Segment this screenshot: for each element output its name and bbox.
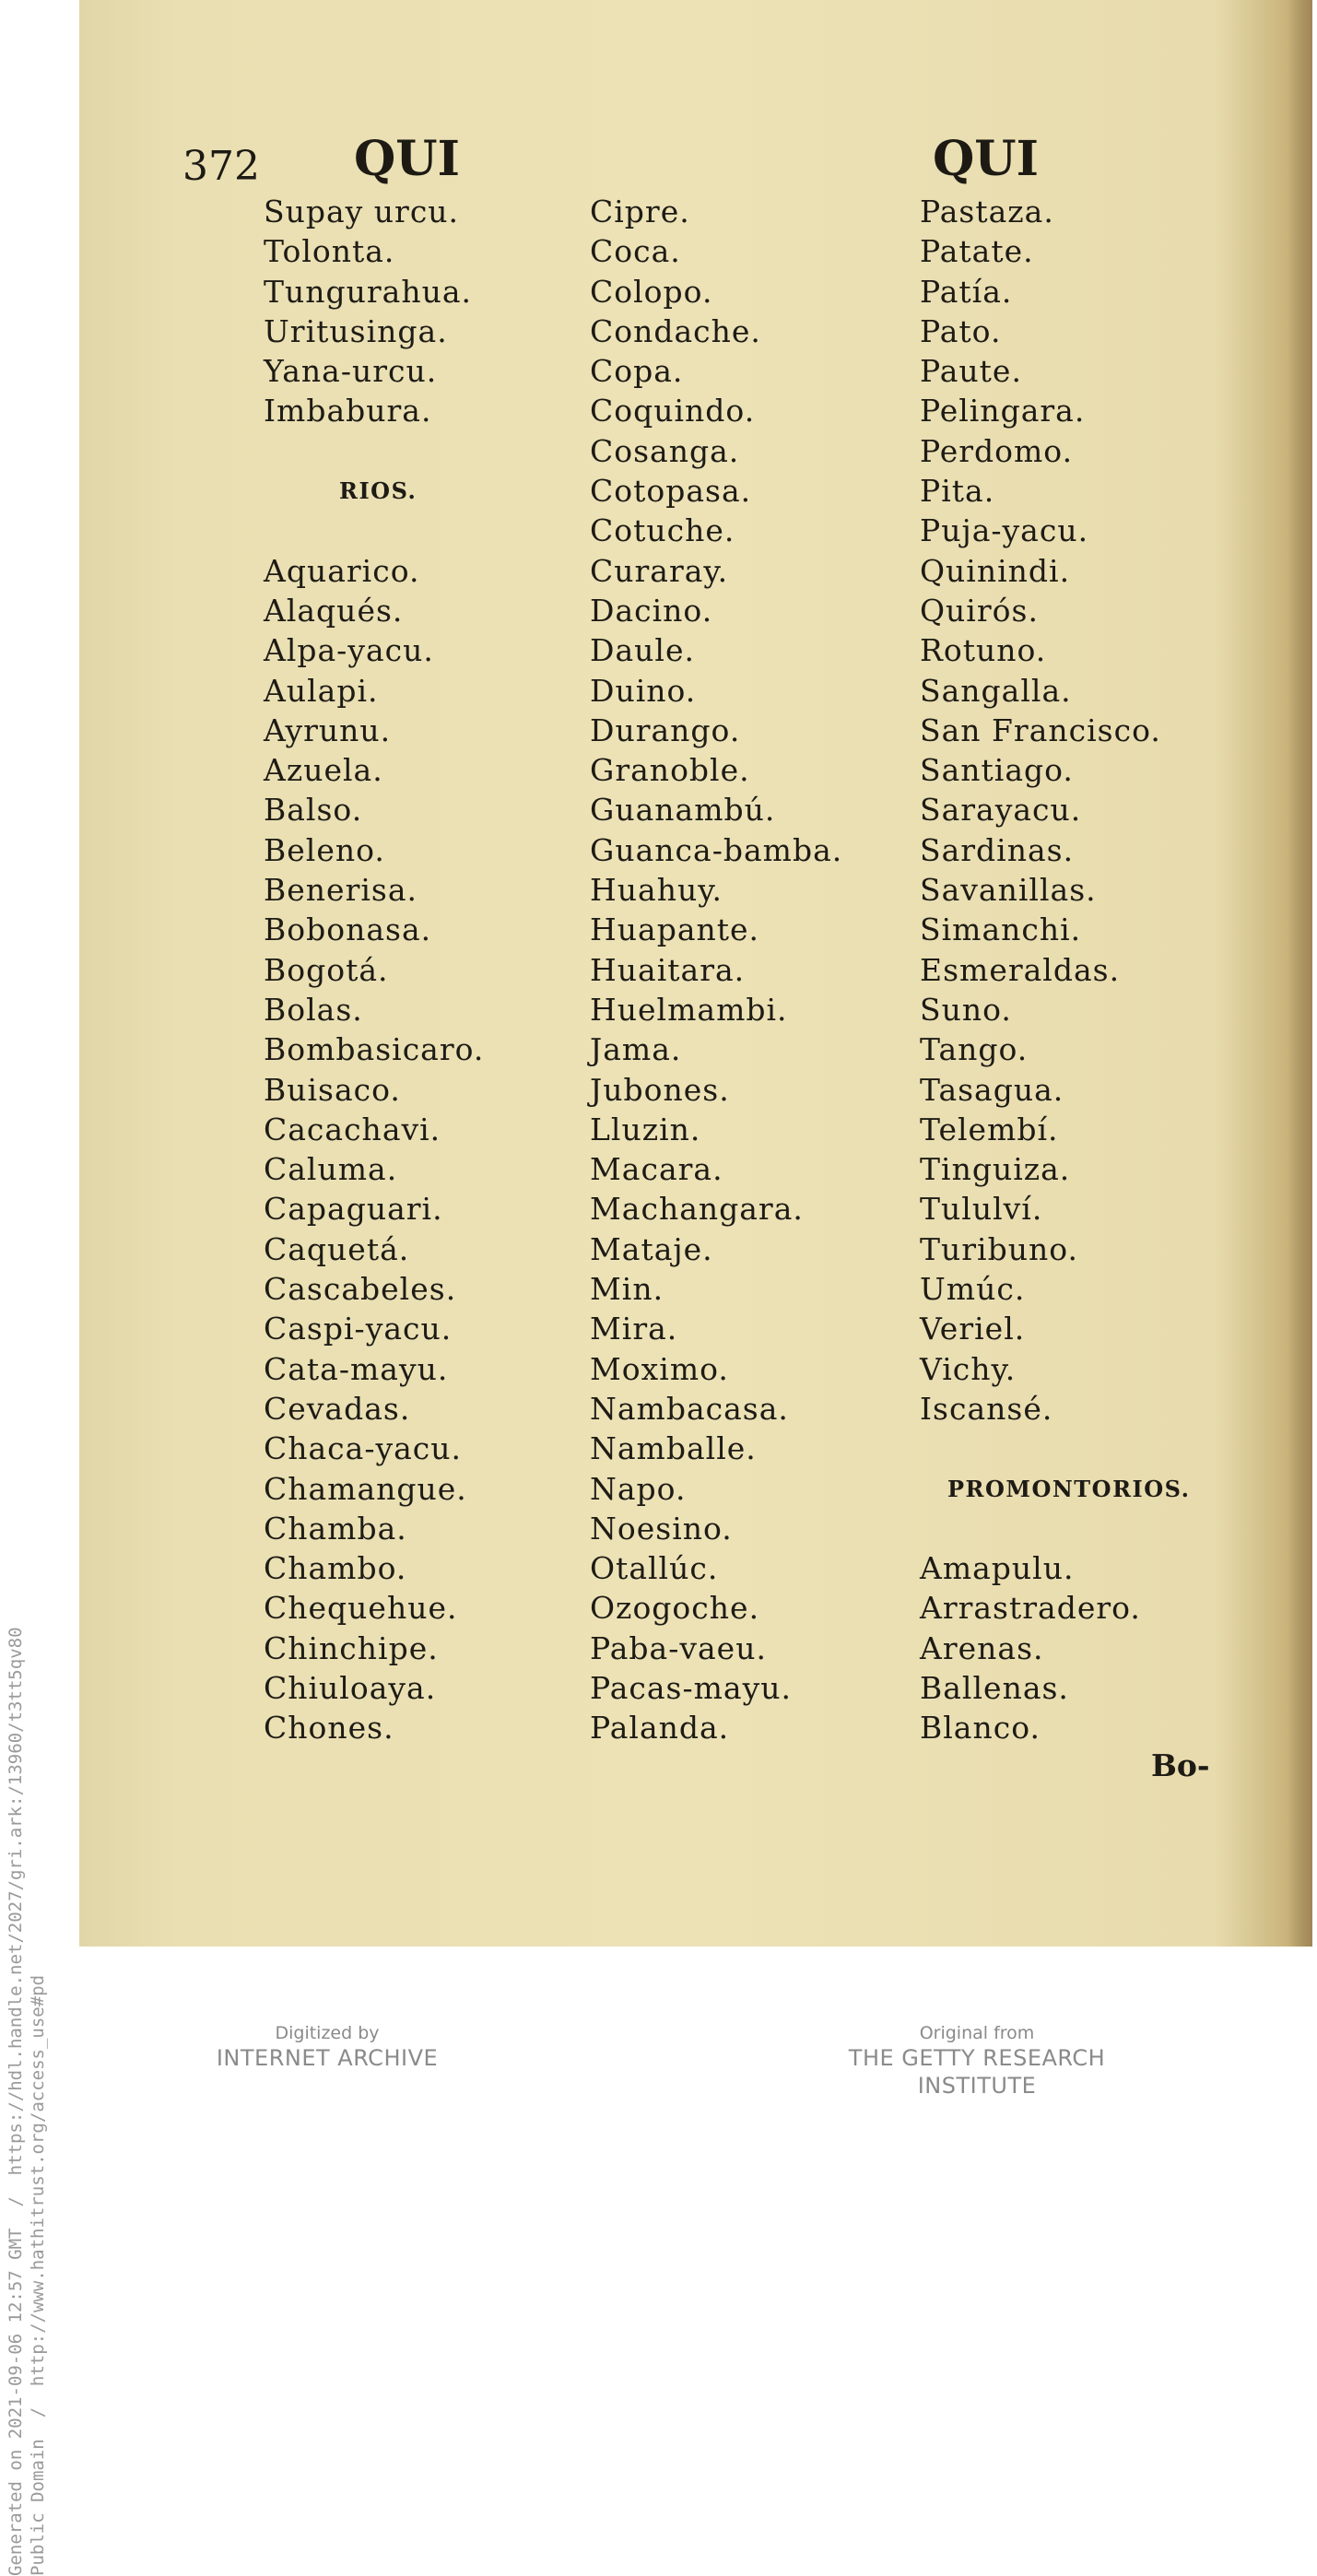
place-name: Cipre. bbox=[590, 194, 690, 229]
place-name: Vichy. bbox=[920, 1350, 1017, 1387]
place-name: Sangalla. bbox=[920, 672, 1072, 709]
place-name: Napo. bbox=[590, 1470, 687, 1507]
place-name: Jubones. bbox=[590, 1071, 730, 1108]
section-heading: RIOS. bbox=[339, 477, 417, 505]
place-name: Huahuy. bbox=[590, 872, 723, 909]
place-name: Chambo. bbox=[264, 1550, 407, 1587]
running-head-right: QUI bbox=[933, 131, 1039, 187]
place-name: Cevadas. bbox=[264, 1390, 411, 1427]
place-name: Chones. bbox=[264, 1710, 394, 1747]
place-name: Tungurahua. bbox=[264, 273, 473, 310]
getty-institute-label: THE GETTY RESEARCH INSTITUTE bbox=[848, 2045, 1106, 2099]
page-edge-shadow bbox=[1287, 0, 1312, 1947]
running-head-left: QUI bbox=[354, 131, 460, 187]
place-name: Umúc. bbox=[920, 1271, 1026, 1308]
place-name: Alaqués. bbox=[264, 592, 404, 629]
place-name: Bombasicaro. bbox=[264, 1031, 485, 1068]
place-name: Patía. bbox=[920, 273, 1013, 310]
blank-line bbox=[920, 1509, 1190, 1548]
place-name: Ballenas. bbox=[920, 1669, 1069, 1706]
place-name: Perdomo. bbox=[920, 432, 1074, 469]
place-name: Chequehue. bbox=[264, 1590, 458, 1627]
place-name: Chamba. bbox=[264, 1510, 407, 1547]
place-name: Imbabura. bbox=[264, 393, 432, 429]
place-name: Alpa-yacu. bbox=[264, 632, 434, 669]
place-name: Tinguiza. bbox=[920, 1151, 1071, 1188]
place-name: Azuela. bbox=[264, 752, 383, 789]
place-name: Amapulu. bbox=[920, 1550, 1075, 1587]
place-name: Sarayacu. bbox=[920, 792, 1082, 829]
place-name: Noesino. bbox=[590, 1510, 733, 1547]
place-name: Uritusinga. bbox=[264, 312, 448, 349]
place-name: Beleno. bbox=[264, 831, 385, 868]
place-name: Paba-vaeu. bbox=[590, 1629, 767, 1666]
place-name: Pacas-mayu. bbox=[590, 1669, 792, 1706]
place-name: Nambacasa. bbox=[590, 1390, 789, 1427]
place-name: Mira. bbox=[590, 1311, 678, 1347]
place-name: Pastaza. bbox=[920, 194, 1054, 229]
place-name: Simanchi. bbox=[920, 912, 1082, 948]
place-name: Sardinas. bbox=[920, 831, 1075, 868]
blank-line bbox=[920, 1429, 1190, 1468]
blank-line bbox=[264, 511, 484, 550]
place-name: Condache. bbox=[590, 312, 761, 349]
stamp-line-generated: Generated on 2021-09-06 12:57 GMT / https://hdl.handle.net/2027/gri.ark:/13960/t3tt5qv80 bbox=[6, 1627, 26, 2576]
place-name: Pato. bbox=[920, 312, 1002, 349]
catchword: Bo- bbox=[1151, 1747, 1210, 1783]
stamp-line-rights: Public Domain / http://www.hathitrust.org/access_use#pd bbox=[28, 1974, 48, 2576]
place-name: Aquarico. bbox=[264, 552, 420, 589]
place-name: Yana-urcu. bbox=[264, 353, 438, 390]
place-name: Chiuloaya. bbox=[264, 1669, 437, 1706]
place-name: Benerisa. bbox=[264, 872, 417, 909]
place-name: Macara. bbox=[590, 1151, 723, 1188]
place-name: Turibuno. bbox=[920, 1230, 1079, 1267]
place-name: Palanda. bbox=[590, 1710, 730, 1747]
place-name: Bolas. bbox=[264, 991, 363, 1028]
place-name: Balso. bbox=[264, 792, 363, 829]
digitized-by-credit bbox=[184, 2022, 470, 2072]
place-name: Otallúc. bbox=[590, 1550, 719, 1587]
place-name: Granoble. bbox=[590, 752, 750, 789]
place-name: Quinindi. bbox=[920, 552, 1071, 589]
page-number: 372 bbox=[182, 143, 260, 190]
original-from-credit bbox=[793, 2022, 1161, 2100]
place-name: Cotuche. bbox=[590, 512, 735, 549]
place-name: Bogotá. bbox=[264, 951, 389, 988]
place-name: Chamangue. bbox=[264, 1470, 467, 1507]
internet-archive-label: INTERNET ARCHIVE bbox=[216, 2045, 439, 2071]
place-name: Blanco. bbox=[920, 1710, 1041, 1747]
place-name: Huelmambi. bbox=[590, 991, 788, 1028]
digitized-by-label: Digitized by bbox=[275, 2023, 380, 2043]
place-name: Curaray. bbox=[590, 552, 729, 589]
place-name: Savanillas. bbox=[920, 872, 1097, 909]
place-name: Capaguari. bbox=[264, 1191, 443, 1228]
place-name: Tango. bbox=[920, 1031, 1029, 1068]
place-name: Suno. bbox=[920, 991, 1012, 1028]
place-name: Patate. bbox=[920, 233, 1034, 270]
place-name: Duino. bbox=[590, 672, 697, 709]
place-name: Tululví. bbox=[920, 1191, 1043, 1228]
column-rivers-promontories bbox=[920, 192, 1190, 1748]
place-name: Ayrunu. bbox=[264, 712, 392, 748]
place-name: Arrastradero. bbox=[920, 1590, 1141, 1627]
place-name: Caluma. bbox=[264, 1151, 398, 1188]
place-name: Jama. bbox=[590, 1031, 682, 1068]
place-name: Guanambú. bbox=[590, 792, 776, 829]
place-name: Chinchipe. bbox=[264, 1629, 439, 1666]
blank-line bbox=[264, 431, 484, 471]
place-name: Tolonta. bbox=[264, 233, 395, 270]
place-name: Lluzin. bbox=[590, 1111, 701, 1147]
place-name: Mataje. bbox=[590, 1230, 713, 1267]
place-name: Moximo. bbox=[590, 1350, 729, 1387]
place-name: Cacachavi. bbox=[264, 1111, 441, 1147]
column-mountains-rivers bbox=[264, 192, 484, 1748]
place-name: Bobonasa. bbox=[264, 912, 432, 948]
access-stamp bbox=[5, 512, 51, 2576]
place-name: Namballe. bbox=[590, 1430, 757, 1467]
place-name: Caquetá. bbox=[264, 1230, 410, 1267]
place-name: Coca. bbox=[590, 233, 681, 270]
original-from-label: Original from bbox=[919, 2023, 1035, 2043]
place-name: Pelingara. bbox=[920, 393, 1086, 429]
place-name: Esmeraldas. bbox=[920, 951, 1121, 988]
place-name: Quirós. bbox=[920, 592, 1039, 629]
place-name: Ozogoche. bbox=[590, 1590, 760, 1627]
place-name: Tasagua. bbox=[920, 1071, 1064, 1108]
place-name: Paute. bbox=[920, 353, 1022, 390]
place-name: Buisaco. bbox=[264, 1071, 401, 1108]
place-name: Chaca-yacu. bbox=[264, 1430, 463, 1467]
place-name: Coquindo. bbox=[590, 393, 756, 429]
place-name: Arenas. bbox=[920, 1629, 1044, 1666]
place-name: Dacino. bbox=[590, 592, 713, 629]
place-name: Aulapi. bbox=[264, 672, 379, 709]
place-name: Telembí. bbox=[920, 1111, 1059, 1147]
place-name: Cosanga. bbox=[590, 432, 740, 469]
place-name: Machangara. bbox=[590, 1191, 804, 1228]
place-name: Cata-mayu. bbox=[264, 1350, 449, 1387]
place-name: Caspi-yacu. bbox=[264, 1311, 453, 1347]
place-name: Supay urcu. bbox=[264, 194, 460, 229]
place-name: Puja-yacu. bbox=[920, 512, 1089, 549]
place-name: Cascabeles. bbox=[264, 1271, 457, 1308]
place-name: Iscansé. bbox=[920, 1390, 1053, 1427]
place-name: San Francisco. bbox=[920, 712, 1161, 748]
place-name: Pita. bbox=[920, 473, 995, 510]
place-name: Copa. bbox=[590, 353, 684, 390]
place-name: Guanca-bamba. bbox=[590, 831, 843, 868]
place-name: Min. bbox=[590, 1271, 664, 1308]
place-name: Santiago. bbox=[920, 752, 1074, 789]
place-name: Rotuno. bbox=[920, 632, 1047, 669]
place-name: Colopo. bbox=[590, 273, 713, 310]
place-name: Daule. bbox=[590, 632, 695, 669]
place-name: Cotopasa. bbox=[590, 473, 752, 510]
place-name: Durango. bbox=[590, 712, 741, 748]
place-name: Huaitara. bbox=[590, 951, 746, 988]
place-name: Veriel. bbox=[920, 1311, 1026, 1347]
column-rivers-middle bbox=[590, 192, 842, 1748]
section-heading: PROMONTORIOS. bbox=[947, 1475, 1191, 1502]
place-name: Huapante. bbox=[590, 912, 760, 948]
